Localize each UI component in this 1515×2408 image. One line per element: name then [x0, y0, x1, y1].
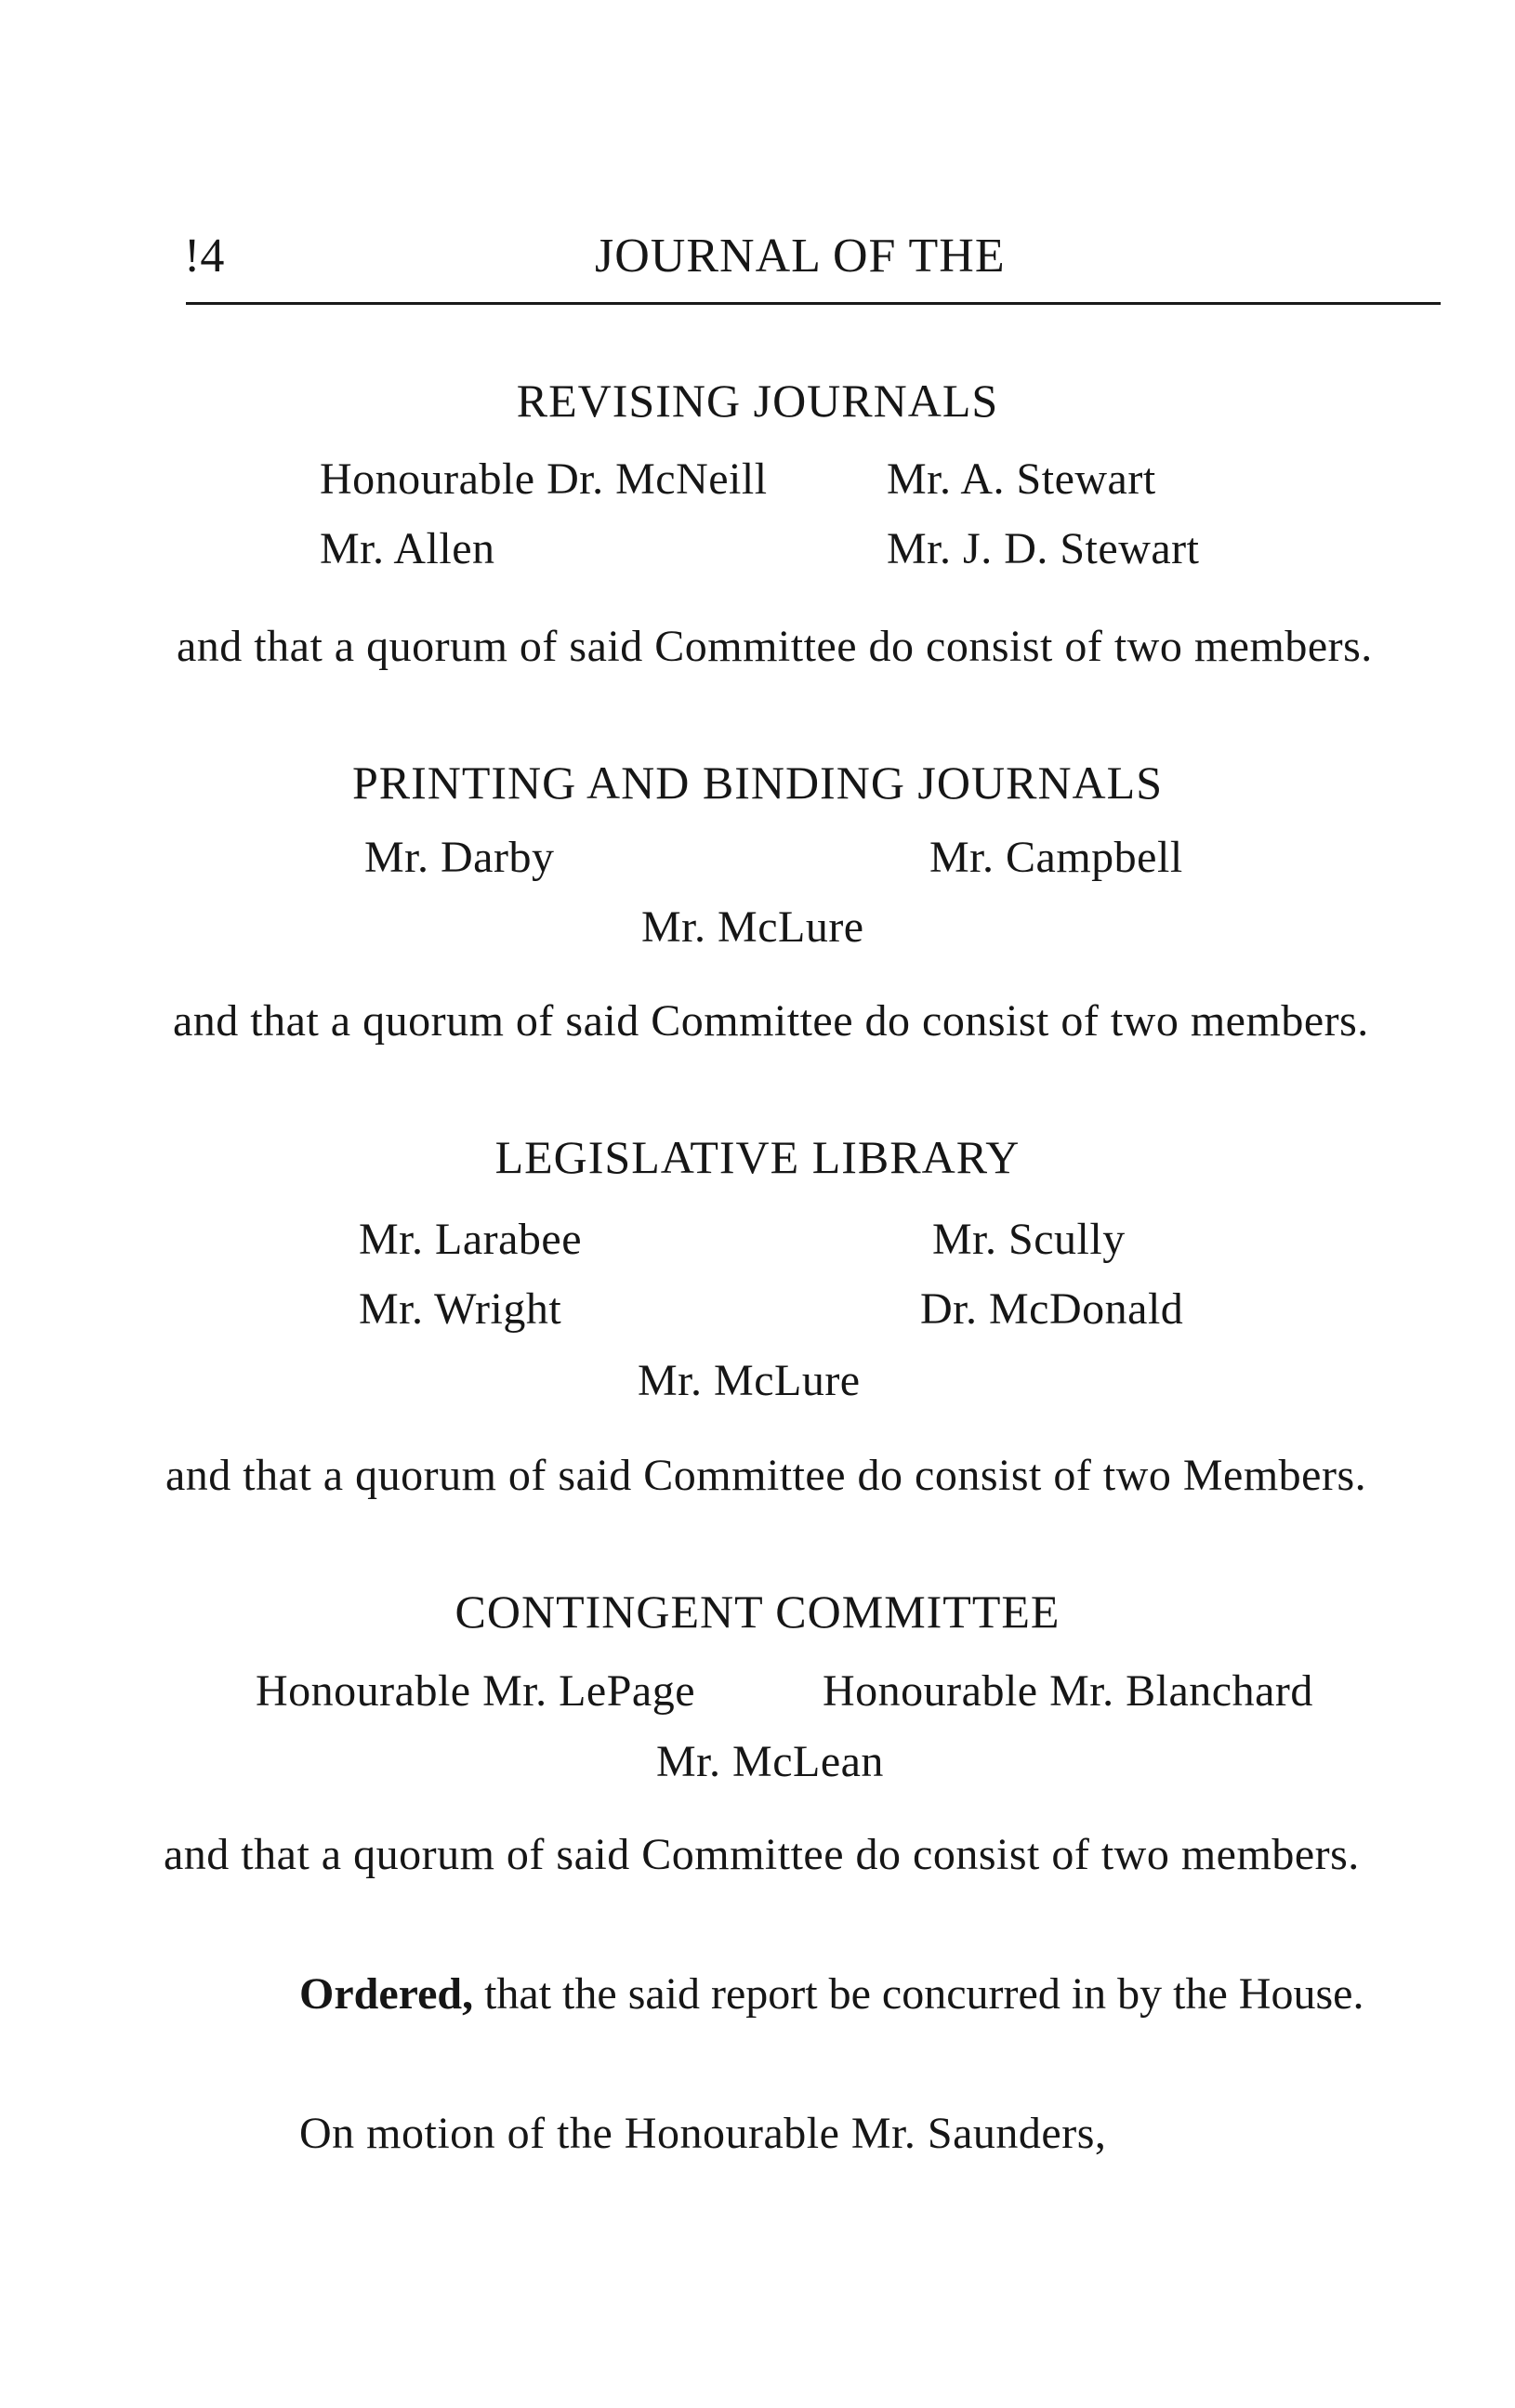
member-name: Mr. Wright	[359, 1284, 562, 1334]
section-heading-printing-binding: PRINTING AND BINDING JOURNALS	[351, 757, 1164, 809]
member-name: Mr. J. D. Stewart	[887, 524, 1200, 573]
member-name: Mr. Darby	[364, 833, 555, 882]
running-header: JOURNAL OF THE	[595, 230, 1006, 283]
quorum-paragraph: and that a quorum of said Committee do consist of two members.	[177, 622, 1373, 671]
member-name: Honourable Dr. McNeill	[320, 454, 768, 504]
member-name: Honourable Mr. LePage	[256, 1666, 696, 1716]
member-name: Mr. Campbell	[929, 833, 1183, 882]
member-name: Dr. McDonald	[920, 1284, 1184, 1334]
member-name: Mr. Larabee	[359, 1215, 583, 1264]
member-name: Mr. A. Stewart	[887, 454, 1156, 504]
member-name: Mr. McLure	[641, 902, 864, 952]
member-name: Mr. Scully	[932, 1215, 1126, 1264]
member-name: Mr. McLure	[638, 1356, 861, 1405]
member-name: Mr. McLean	[656, 1737, 884, 1786]
quorum-paragraph: and that a quorum of said Committee do consist of two Members.	[165, 1451, 1367, 1500]
motion-line: On motion of the Honourable Mr. Saunders,	[299, 2109, 1107, 2158]
ordered-text: that the said report be concurred in by the House.	[473, 1969, 1364, 2019]
member-name: Mr. Allen	[320, 524, 495, 573]
header-rule	[186, 302, 1441, 305]
page-number: !4	[184, 230, 225, 283]
section-heading-contingent-committee: CONTINGENT COMMITTEE	[454, 1586, 1060, 1638]
ordered-keyword: Ordered,	[299, 1969, 474, 2019]
quorum-paragraph: and that a quorum of said Committee do consist of two members.	[173, 996, 1369, 1046]
ordered-paragraph	[160, 1968, 1433, 2020]
member-name: Honourable Mr. Blanchard	[823, 1666, 1313, 1716]
section-heading-legislative-library: LEGISLATIVE LIBRARY	[494, 1131, 1021, 1183]
quorum-paragraph: and that a quorum of said Committee do consist of two members.	[164, 1830, 1360, 1879]
section-heading-revising-journals: REVISING JOURNALS	[516, 375, 999, 427]
